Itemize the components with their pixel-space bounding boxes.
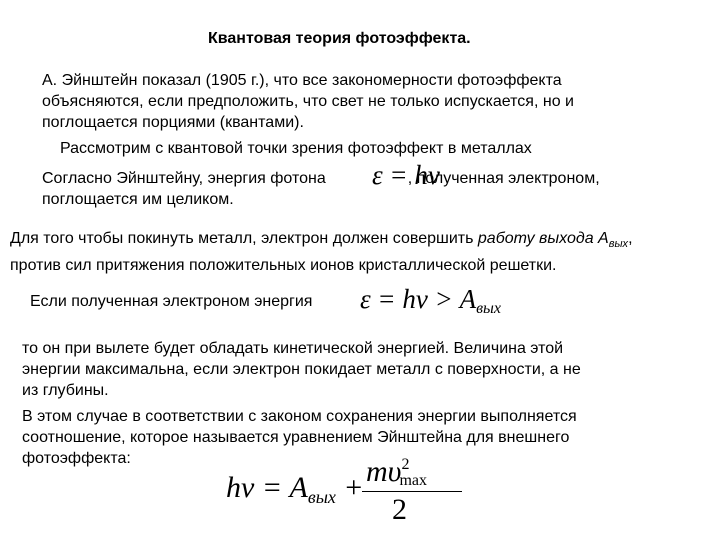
text-line: объясняются, если предположить, что свет не только испускается, но и [42, 93, 574, 110]
paragraph-conservation [22, 406, 577, 469]
numerator-term: mυ [366, 455, 402, 488]
formula-energy-condition [360, 284, 501, 318]
text-line [10, 228, 633, 255]
denominator: 2 [392, 493, 407, 526]
equation-left: hν = A [226, 471, 308, 504]
fraction-bar [362, 491, 462, 492]
plus-sign: + [335, 471, 364, 504]
text-line: против сил притяжения положительных ионов кристаллической решетки. [10, 257, 557, 274]
text-line: В этом случае в соответствии с законом сохранения энергии выполняется [22, 408, 577, 425]
text-line [42, 168, 600, 189]
text-line: то он при вылете будет обладать кинетической энергией. Величина этой [22, 340, 564, 357]
formula-photon-energy: ε = hν [372, 160, 440, 190]
subscript: вых [608, 238, 629, 250]
work-function-term: работу выхода A [477, 230, 609, 247]
text-line: поглощается им целиком. [42, 191, 234, 208]
paragraph-kinetic-energy [22, 338, 581, 401]
text-segment: Для того чтобы покинуть металл, электрон должен совершить [10, 230, 478, 247]
subscript: вых [307, 487, 336, 507]
paragraph-photon-energy [42, 168, 600, 210]
text-line: из глубины. [22, 382, 109, 399]
text-line: фотоэффекта: [22, 450, 131, 467]
text-segment: , [628, 230, 633, 247]
text-segment: , полученная электроном, [407, 170, 600, 187]
subscript: вых [476, 300, 501, 317]
paragraph-if-energy: Если полученная электроном энергия [30, 293, 313, 310]
subscript-max: max [399, 472, 427, 489]
exponent: 2 [401, 456, 410, 473]
paragraph-einstein [42, 70, 574, 133]
equation-lhs [226, 471, 364, 508]
formula-main: ε = hν > A [360, 284, 477, 314]
text-line: соотношение, которое называется уравнением Эйнштейна для внешнего [22, 429, 570, 446]
paragraph-work-function [10, 228, 633, 276]
numerator [366, 455, 427, 490]
text-line: А. Эйнштейн показал (1905 г.), что все закономерности фотоэффекта [42, 72, 562, 89]
text-line: энергии максимальна, если электрон покидает металл с поверхности, а не [22, 361, 581, 378]
paragraph-consider: Рассмотрим с квантовой точки зрения фотоэффект в металлах [60, 140, 532, 157]
text-segment: Согласно Эйнштейну, энергия фотона [42, 170, 326, 187]
page-title: Квантовая теория фотоэффекта. [208, 30, 471, 47]
text-line: поглощается порциями (квантами). [42, 114, 304, 131]
